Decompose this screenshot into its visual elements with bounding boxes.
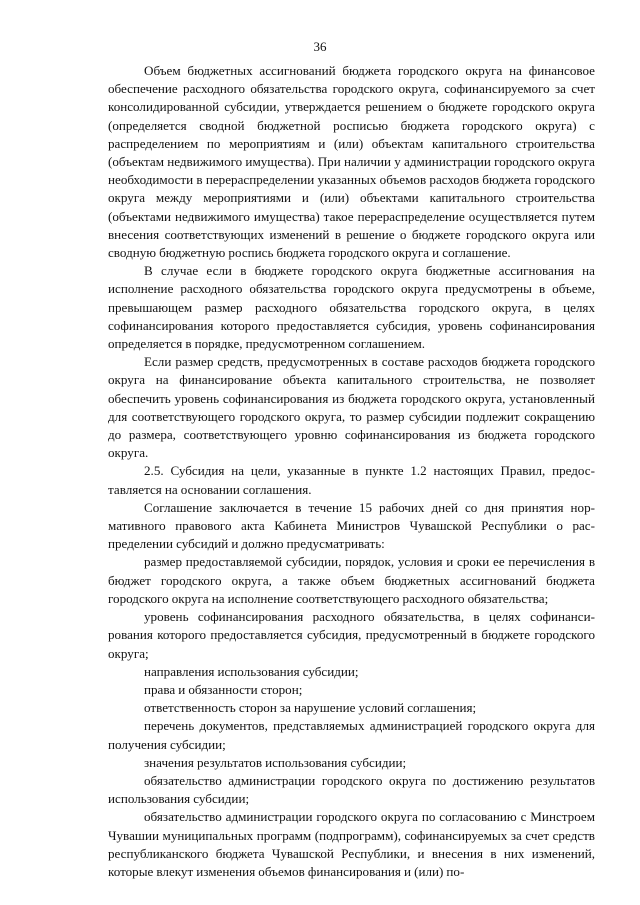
paragraph-insufficient-funds: Если размер средств, предусмотренных в составе расходов бюджета городского округа на финансирование объекта капитального строительства, не позволяет обеспечить уровень софинансирования из бюджета городского округа, установленный для соответствующего городского округа, то размер субсидии подлежит сокращению до размера, соответствующего уровню софинансирования из бюджета городского округа. bbox=[108, 354, 595, 461]
list-item-results-values: значения результатов использования субсидии; bbox=[144, 754, 407, 770]
page-number: 36 bbox=[313, 39, 327, 54]
document-body bbox=[108, 62, 595, 881]
paragraph-excess-allocations: В случае если в бюджете городского округа бюджетные ассигнования на исполнение расходного обязательства городского округа предусмотрены в объеме, превышающем размер расходного обязательства городского округа, в целях софинансирования которого предоставляется субсидия, уровень софинансирования определяется в порядке, предусмотренном соглашением. bbox=[108, 263, 595, 352]
list-item-rights: права и обязанности сторон; bbox=[144, 681, 303, 697]
list-item-documents: перечень документов, представляемых администрацией городского округа для получения субсидии; bbox=[108, 718, 595, 752]
list-item-responsibility: ответственность сторон за нарушение условий соглашения; bbox=[144, 700, 477, 716]
paragraph-section-2-5: 2.5. Субсидия на цели, указанные в пункте 1.2 настоящих Правил, предоставляется на основании соглашения. bbox=[108, 463, 595, 497]
list-item-directions: направления использования субсидии; bbox=[144, 663, 359, 679]
list-item-cofinancing-level: уровень софинансирования расходного обязательства, в целях софинансирования которого предоставляется субсидия, предусмотренный в бюджете городского округа; bbox=[108, 609, 595, 661]
list-item-subsidy-size: размер предоставляемой субсидии, порядок, условия и сроки ее перечисления в бюджет городского округа, а также объем бюджетных ассигнований бюджета городского округа на исполнение соответствующего расходного обязательства; bbox=[108, 554, 595, 606]
list-item-results-obligation: обязательство администрации городского округа по достижению результатов использования субсидии; bbox=[108, 772, 595, 807]
list-item-programs-obligation: обязательство администрации городского округа по согласованию с Минстроем Чувашии муниципальных программ (подпрограмм), софинансируемых за счет средств республиканского бюджета Чувашской Республики, и внесения в них изменений, которые влекут изменения объемов финансирования и (или) по- bbox=[108, 809, 595, 879]
paragraph-agreement-terms: Соглашение заключается в течение 15 рабочих дней со дня принятия нормативного правового акта Кабинета Министров Чувашской Республики о распределении субсидий и должно предусматривать: bbox=[108, 499, 595, 552]
paragraph-budget-allocations: Объем бюджетных ассигнований бюджета городского округа на финансовое обеспечение расходного обязательства городского округа, софинансируемого за счет консолидированной субсидии, утверждается решением о бюджете городского округа (определяется сводной бюджетной росписью бюджета городского округа) с распределением по мероприятиям и (или) объектам капитального строительства (объектам недвижимого имущества). При наличии у администрации городского округа необходимости в перераспределении указанных объемов расходов бюджета городского округа между мероприятиями и (или) объектами капитального строительства (объектами недвижимого имущества) такое перераспределение осуществляется путем внесения соответствующих изменений в решение о бюджете городского округа или сводную бюджетную роспись бюджета городского округа и соглашение. bbox=[108, 63, 595, 261]
